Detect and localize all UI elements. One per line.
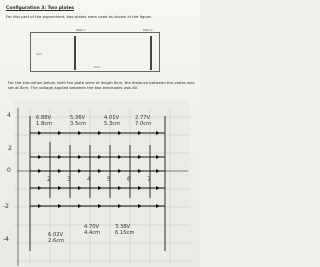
x-tick-6: 6 (127, 176, 131, 183)
y-tick-0: 0 (7, 167, 11, 174)
measure-bottom-3-voltage: 3.38V (115, 224, 131, 230)
measure-bottom-2-voltage: 4.70V (84, 224, 100, 230)
measure-bottom-3 (115, 224, 134, 236)
y-tick-neg2: -2 (3, 203, 9, 210)
measure-top-1-distance: 1.8cm (36, 121, 53, 127)
measure-bottom-2-distance: 4.4cm (84, 230, 101, 236)
measure-top-1 (36, 115, 52, 127)
measure-top-2-distance: 3.5cm (70, 121, 87, 127)
x-tick-5: 5 (107, 176, 111, 183)
intro-text: For this part of the experiment, two plates were used as shown in the figure. (6, 14, 152, 19)
y-tick-4: 4 (7, 112, 11, 119)
schematic-small-label-left: 2cm (36, 52, 43, 56)
measure-bottom-2 (84, 224, 100, 236)
measure-bottom-1 (48, 232, 64, 244)
section-heading: Configuration 3: Two plates (6, 6, 75, 11)
measure-bottom-3-distance: 6.15cm (115, 230, 135, 236)
measure-bottom-1-voltage: 6.02V (48, 232, 64, 238)
x-tick-7: 7 (147, 176, 151, 183)
measure-top-1-voltage: 6.88V (36, 115, 52, 121)
x-tick-2: 2 (47, 176, 51, 183)
plate1-label: Plate 1 (76, 28, 86, 32)
measure-top-2-voltage: 5.36V (70, 115, 86, 121)
y-tick-neg4: -4 (3, 236, 9, 243)
measure-top-3 (104, 115, 120, 127)
measure-top-3-distance: 5.3cm (104, 121, 121, 127)
measure-top-2 (70, 115, 86, 127)
measure-bottom-1-distance: 2.6cm (48, 238, 65, 244)
measure-top-4-distance: 7.0cm (135, 121, 152, 127)
measure-top-4 (135, 115, 151, 127)
x-tick-4: 4 (87, 176, 91, 183)
plate2-label: Plate 2 (143, 28, 153, 32)
measure-top-3-voltage: 4.01V (104, 115, 120, 121)
y-tick-2: 2 (8, 145, 12, 152)
measure-top-4-voltage: 2.77V (135, 115, 151, 121)
schematic-small-label-right: 5cm (94, 65, 101, 69)
instructions-text: For the simulation below, both the plate were of length 8cm, the distance between the plates was set at 8cm. The voltage applied between the two electrodes was 8V. (8, 80, 195, 90)
x-tick-3: 3 (67, 176, 71, 183)
